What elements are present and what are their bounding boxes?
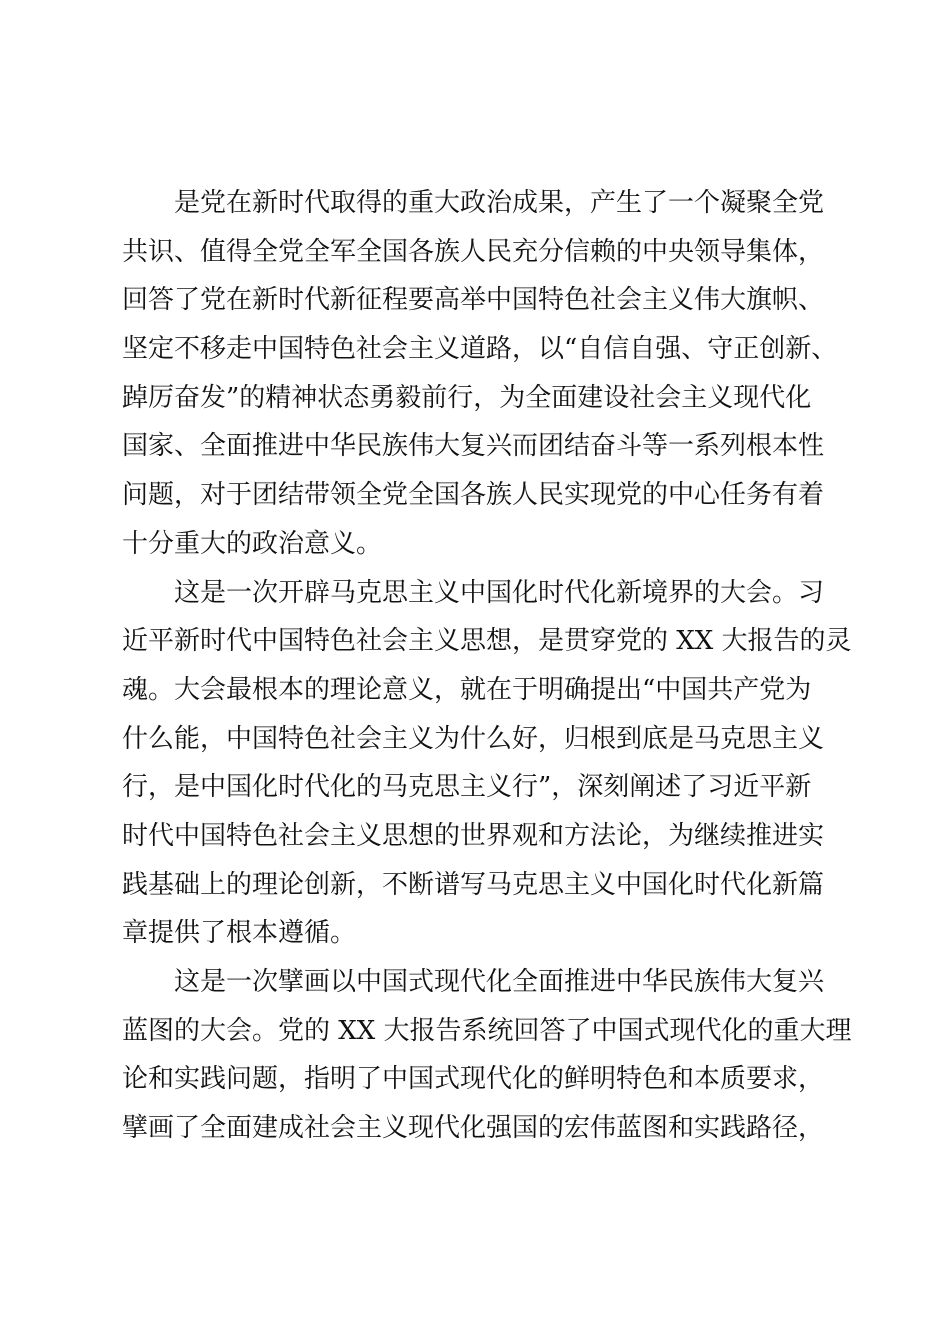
text-line: 回答了党在新时代新征程要高举中国特色社会主义伟大旗帜、 (122, 285, 825, 316)
text-line: 践基础上的理论创新，不断谱写马克思主义中国化时代化新篇 (122, 869, 825, 900)
text-line: 时代中国特色社会主义思想的世界观和方法论，为继续推进实 (122, 820, 825, 851)
text-line: 问题，对于团结带领全党全国各族人民实现党的中心任务有着 (122, 480, 825, 511)
paragraph-3 (122, 958, 852, 1153)
text-line: 十分重大的政治意义。 (122, 528, 383, 559)
text-line: 近平新时代中国特色社会主义思想，是贯穿党的 XX 大报告的灵 (122, 626, 852, 657)
document-body (122, 179, 852, 1153)
text-line: 魂。大会最根本的理论意义，就在于明确提出“中国共产党为 (122, 674, 812, 705)
text-line: 是党在新时代取得的重大政治成果，产生了一个凝聚全党 (174, 188, 825, 218)
text-line: 坚定不移走中国特色社会主义道路，以“自信自强、守正创新、 (122, 334, 838, 365)
text-line: 这是一次擘画以中国式现代化全面推进中华民族伟大复兴 (174, 967, 825, 997)
text-line: 国家、全面推进中华民族伟大复兴而团结奋斗等一系列根本性 (122, 431, 825, 462)
text-line: 这是一次开辟马克思主义中国化时代化新境界的大会。习 (174, 577, 825, 608)
text-line: 共识、值得全党全军全国各族人民充分信赖的中央领导集体， (122, 236, 825, 267)
text-line: 论和实践问题，指明了中国式现代化的鲜明特色和本质要求， (122, 1064, 825, 1095)
paragraph-1 (122, 179, 842, 569)
text-line: 什么能，中国特色社会主义为什么好，归根到底是马克思主义 (122, 723, 825, 754)
text-line: 章提供了根本遵循。 (122, 918, 357, 949)
paragraph-2 (122, 569, 852, 959)
text-line: 踔厉奋发”的精神状态勇毅前行，为全面建设社会主义现代化 (122, 382, 812, 413)
text-line: 蓝图的大会。党的 XX 大报告系统回答了中国式现代化的重大理 (122, 1015, 852, 1046)
text-line: 擘画了全面建成社会主义现代化强国的宏伟蓝图和实践路径， (122, 1113, 825, 1144)
text-line: 行，是中国化时代化的马克思主义行”，深刻阐述了习近平新 (122, 772, 812, 803)
